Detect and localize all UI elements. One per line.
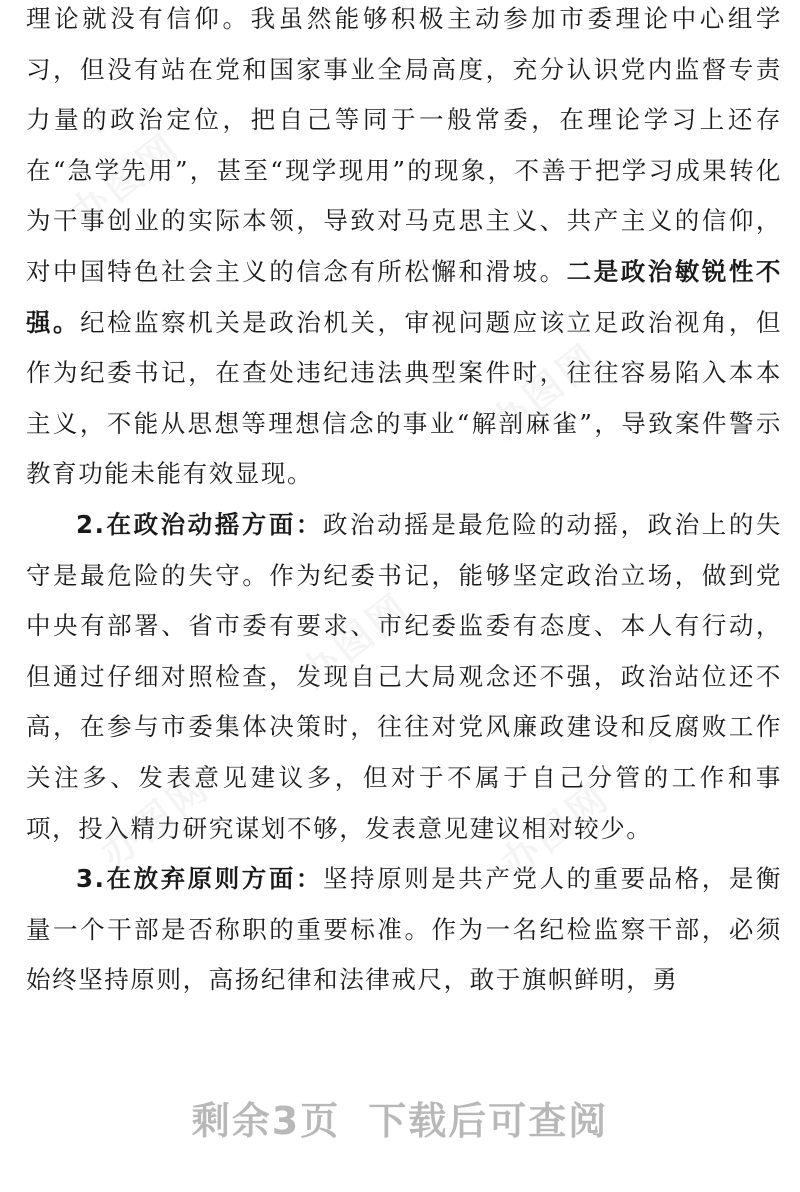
paragraph-3-heading: 3.在放弃原则方面： [76,864,323,894]
remaining-pages-label: 剩余3页 [191,1099,341,1143]
watermark: 办图网 [61,124,189,237]
paragraph-1-run-3: 纪检监察机关是政治机关，审视问题应该立足政治视角，但作为纪委书记，在查处违纪违法典型案件时，往往容易陷入本本主义，不能从思想等理想信念的事业“解剖麻雀”，导致案件警示教育功能未能有效显现。 [26,307,782,489]
paragraph-2-heading: 2.在政治动摇方面： [76,509,323,539]
watermark: 办图网 [291,584,419,697]
paragraph-3 [26,854,782,1006]
paragraph-2 [26,500,782,854]
document-body [26,0,782,1006]
watermark: 办图网 [491,774,619,887]
paragraph-1 [26,0,782,500]
watermark: 办图网 [91,764,219,877]
paragraph-2-text: 政治动摇是最危险的动摇，政治上的失守是最危险的失守。作为纪委书记，能够坚定政治立场，做到党中央有部署、省市委有要求、市纪委监委有态度、本人有行动，但通过仔细对照检查，发现自己大局观念还不强，政治站位还不高，在参与市委集体决策时，往往对党风廉政建设和反腐败工作关注多、发表意见建议多，但对于不属于自己分管的工作和事项，投入精力研究谋划不够，发表意见建议相对较少。 [26,509,783,843]
paragraph-3-text: 坚持原则是共产党人的重要品格，是衡量一个干部是否称职的重要标准。作为一名纪检监察干部，必须始终坚持原则，高扬纪律和法律戒尺，敢于旗帜鲜明，勇 [26,864,783,995]
paragraph-1-run-2-bold: 二是政治敏锐性不强。 [26,256,782,337]
watermark: 办图网 [481,334,609,447]
download-prompt[interactable] [0,1090,800,1145]
download-to-view-label: 下载后可查阅 [368,1099,609,1143]
paragraph-1-run-1: 理论就没有信仰。我虽然能够积极主动参加市委理论中心组学习，但没有站在党和国家事业全局高度，充分认识党内监督专责力量的政治定位，把自己等同于一般常委，在理论学习上还存在“急学先用”，甚至“现学现用”的现象，不善于把学习成果转化为干事创业的实际本领，导致对马克思主义、共产主义的信仰，对中国特色社会主义的信念有所松懈和滑坡。 [26,4,782,286]
